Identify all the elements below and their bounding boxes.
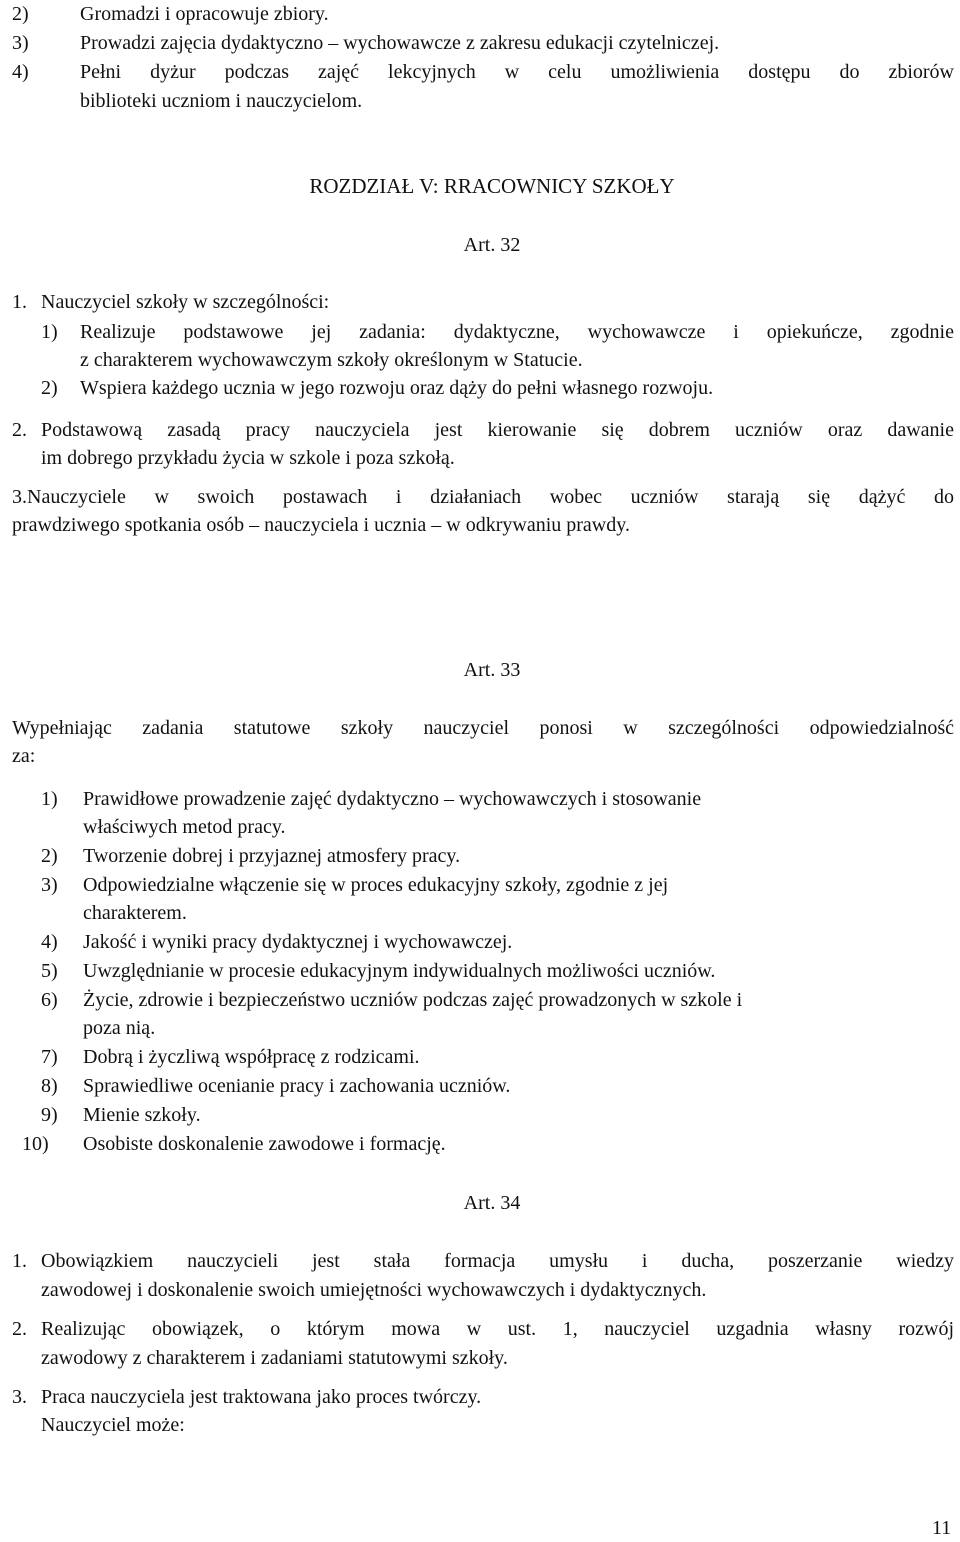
list-item-text: Gromadzi i opracowuje zbiory.: [80, 3, 329, 25]
list-number: 1): [41, 788, 58, 810]
list-number: 2): [12, 3, 29, 25]
list-item-text: Uwzględnianie w procesie edukacyjnym indywidualnych możliwości uczniów.: [83, 960, 716, 982]
list-number: 8): [41, 1075, 58, 1097]
list-item-text: Osobiste doskonalenie zawodowe i formację.: [83, 1133, 446, 1155]
list-number: 3): [41, 874, 58, 896]
paragraph-continuation: zawodowej i doskonalenie swoich umiejętności wychowawczych i dydaktycznych.: [41, 1279, 707, 1301]
list-item-text: Prawidłowe prowadzenie zajęć dydaktyczno – wychowawczych i stosowanie: [83, 788, 702, 810]
list-number: 6): [41, 989, 58, 1011]
page-number: 11: [932, 1517, 952, 1539]
list-item-text: Prowadzi zajęcia dydaktyczno – wychowawcze z zakresu edukacji czytelniczej.: [80, 32, 720, 54]
list-item-text: Dobrą i życzliwą współpracę z rodzicami.: [83, 1046, 420, 1068]
list-number: 7): [41, 1046, 58, 1068]
list-number: 4): [12, 61, 29, 83]
list-number: 2): [41, 377, 58, 399]
paragraph-number: 1.: [12, 291, 27, 313]
paragraph-continuation: zawodowy z charakterem i zadaniami statutowymi szkoły.: [41, 1347, 508, 1369]
list-number: 2): [41, 845, 58, 867]
article-heading: Art. 34: [463, 1192, 521, 1214]
list-item-continuation: właściwych metod pracy.: [83, 816, 286, 838]
paragraph-text: Nauczyciel szkoły w szczególności:: [41, 291, 330, 313]
list-item-text: Życie, zdrowie i bezpieczeństwo uczniów podczas zajęć prowadzonych w szkole i: [83, 989, 743, 1011]
paragraph-number: 3.: [12, 1386, 27, 1408]
list-number: 5): [41, 960, 58, 982]
paragraph-text: Realizując obowiązek, o którym mowa w ust. 1, nauczyciel uzgadnia własny rozwój: [41, 1318, 954, 1340]
list-number: 3): [12, 32, 29, 54]
paragraph-text: Obowiązkiem nauczycieli jest stała formacja umysłu i ducha, poszerzanie wiedzy: [41, 1250, 954, 1272]
list-number: 1): [41, 321, 58, 343]
paragraph-number: 2.: [12, 419, 27, 441]
list-number: 4): [41, 931, 58, 953]
list-item-continuation: poza nią.: [83, 1017, 156, 1039]
list-item-text: Odpowiedzialne włączenie się w proces edukacyjny szkoły, zgodnie z jej: [83, 874, 669, 896]
paragraph-number: 1.: [12, 1250, 27, 1272]
list-item-continuation: charakterem.: [83, 902, 187, 924]
paragraph-number: 2.: [12, 1318, 27, 1340]
article-heading: Art. 32: [463, 234, 521, 256]
paragraph-continuation: im dobrego przykładu życia w szkole i poza szkołą.: [41, 447, 455, 469]
paragraph-continuation: za:: [12, 745, 36, 767]
chapter-title: ROZDZIAŁ V: RRACOWNICY SZKOŁY: [309, 174, 675, 198]
list-item-continuation: z charakterem wychowawczym szkoły określonym w Statucie.: [80, 349, 583, 371]
list-item-text: Tworzenie dobrej i przyjaznej atmosfery pracy.: [83, 845, 461, 867]
list-item-text: Realizuje podstawowe jej zadania: dydaktyczne, wychowawcze i opiekuńcze, zgodnie: [80, 321, 954, 343]
list-item-continuation: biblioteki uczniom i nauczycielom.: [80, 90, 363, 112]
paragraph-text: Wypełniając zadania statutowe szkoły nauczyciel ponosi w szczególności odpowiedzialność: [12, 717, 954, 739]
paragraph-text: Praca nauczyciela jest traktowana jako proces twórczy.: [41, 1386, 482, 1408]
paragraph-continuation: prawdziwego spotkania osób – nauczyciela i ucznia – w odkrywaniu prawdy.: [12, 514, 630, 536]
paragraph-text: 3.Nauczyciele w swoich postawach i działaniach wobec uczniów starają się dążyć do: [12, 486, 954, 508]
list-item-text: Pełni dyżur podczas zajęć lekcyjnych w celu umożliwienia dostępu do zbiorów: [80, 61, 954, 83]
paragraph-continuation: Nauczyciel może:: [41, 1414, 185, 1436]
list-item-text: Mienie szkoły.: [83, 1104, 201, 1126]
list-number: 9): [41, 1104, 58, 1126]
list-item-text: Sprawiedliwe ocenianie pracy i zachowania uczniów.: [83, 1075, 511, 1097]
list-number: 10): [22, 1133, 49, 1155]
list-item-text: Jakość i wyniki pracy dydaktycznej i wychowawczej.: [83, 931, 513, 953]
paragraph-text: Podstawową zasadą pracy nauczyciela jest kierowanie się dobrem uczniów oraz dawanie: [41, 419, 954, 441]
article-heading: Art. 33: [463, 659, 521, 681]
list-item-text: Wspiera każdego ucznia w jego rozwoju oraz dąży do pełni własnego rozwoju.: [80, 377, 714, 399]
